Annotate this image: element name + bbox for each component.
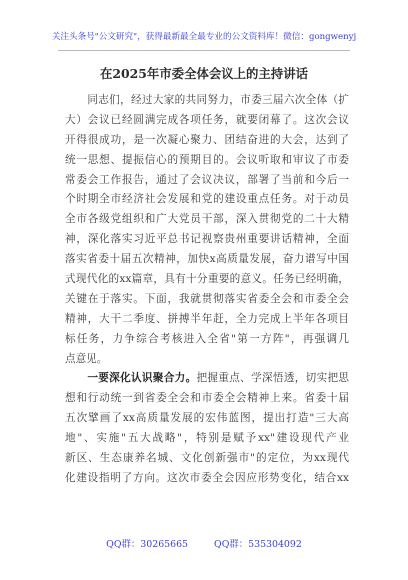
body-line-rest: 把握重点、学深悟透，切实把思 (196, 372, 349, 385)
body-line: 大）会议已经圆满完成各项任务，就要闭幕了。这次会议 (65, 113, 349, 126)
body-line: 关键在于落实。下面，我就贯彻落实省委全会和市委全会 (65, 292, 349, 305)
header-banner: 关注头条号"公文研究"，获得最新最全最专业的公文资料库！微信：gongwenyj (51, 32, 357, 42)
body-line (65, 369, 349, 389)
footer-qq-group-2: QQ群：535304092 (214, 539, 302, 550)
body-line: 神，深化落实习近平总书记视察贵州重要讲话精神，全面 (65, 233, 349, 246)
body-line: 全市各级党组织和广大党员干部，深入贯彻党的二十大精 (65, 213, 349, 226)
body-line: 想和行动统一到省委全会和市委全会精神上来。省委十届 (65, 392, 349, 405)
body-line: 点意见。 (65, 352, 108, 365)
section-heading: 一要深化认识聚合力。 (87, 372, 197, 385)
body-line: 新区、生态康养名城、文化创新强市"的定位，为xx现代 (65, 452, 349, 465)
body-line: 标任务，力争综合考核进入全省"第一方阵"，再强调几 (65, 332, 349, 345)
body-line: 化建设指明了方向。这次市委全会因应形势变化，结合xx (65, 471, 349, 484)
header-divider (58, 50, 350, 51)
footer-qq-group-1: QQ群：30265665 (106, 539, 189, 550)
body-line: 统一思想、提振信心的预期目的。会议听取和审议了市委 (65, 153, 349, 166)
body-line: 个时期全市经济社会发展和党的建设重点任务。对于动员 (65, 193, 349, 206)
body-line: 地"、实施"五大战略"，特别是赋予xx"建设现代产业 (65, 432, 349, 445)
document-title: 在2025年市委全体会议上的主持讲话 (100, 66, 308, 81)
body-line: 常委会工作报告，通过了会议决议，部署了当前和今后一 (65, 173, 349, 186)
body-line: 式现代化的xx篇章，具有十分重要的意义。任务已经明确， (65, 273, 349, 286)
body-line: 同志们，经过大家的共同努力，市委三届六次全体（扩 (87, 94, 349, 106)
body-line: 开得很成功，是一次凝心聚力、团结奋进的大会，达到了 (65, 133, 349, 146)
body-line: 落实省委十届五次精神，加快x高质量发展，奋力谱写中国 (65, 253, 349, 266)
body-line: 精神，大干二季度、拼搏半年赶，全力完成上半年各项目 (65, 312, 349, 325)
document-body (65, 91, 349, 489)
footer-qq-groups (0, 536, 408, 550)
body-line: 五次擘画了xx高质量发展的宏伟蓝图，提出打造"三大高 (65, 412, 349, 425)
